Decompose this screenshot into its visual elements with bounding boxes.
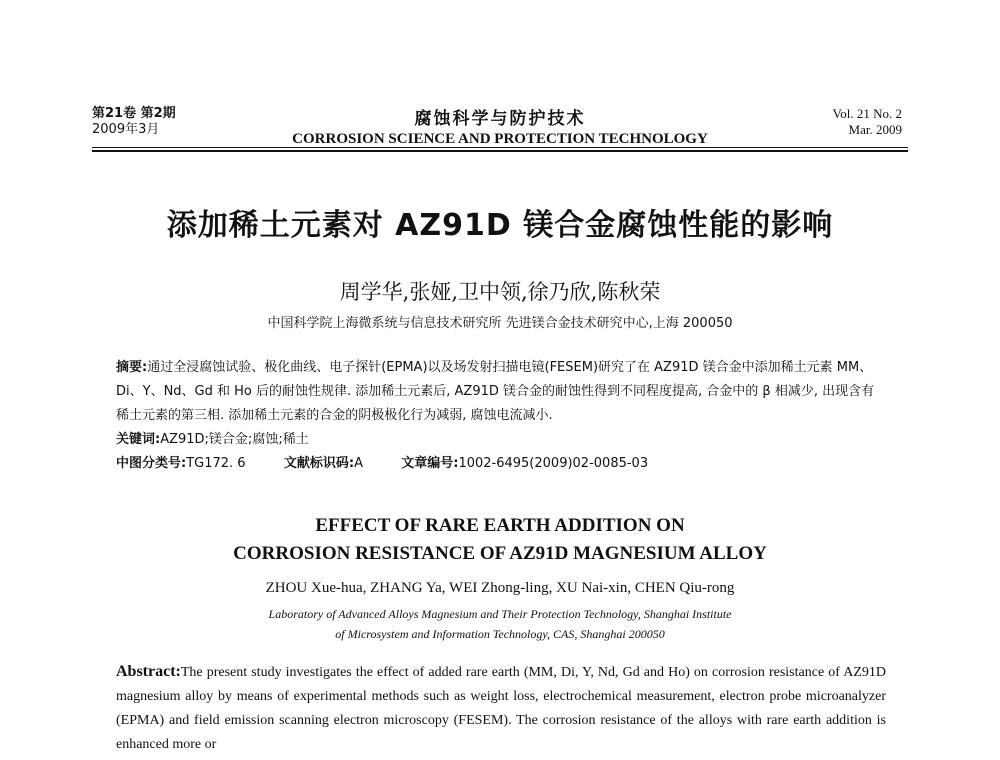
keywords-label: 关键词: <box>116 432 161 447</box>
volume-date: Mar. 2009 <box>848 122 902 137</box>
classification-row <box>116 452 886 476</box>
abstract-cn-label: 摘要: <box>116 360 148 375</box>
issue-info <box>92 106 176 138</box>
doc-code-value: A <box>354 456 363 471</box>
header-rule-thin <box>92 147 908 148</box>
affiliation-en-line1: Laboratory of Advanced Alloys Magnesium and Their Protection Technology, Shanghai Institute <box>268 607 732 621</box>
authors-en: ZHOU Xue-hua, ZHANG Ya, WEI Zhong-ling, XU Nai-xin, CHEN Qiu-rong <box>265 580 735 596</box>
abstract-en <box>116 660 886 757</box>
volume-number: Vol. 21 No. 2 <box>832 106 902 121</box>
paper-title-en-line2: CORROSION RESISTANCE OF AZ91D MAGNESIUM ALLOY <box>233 543 767 564</box>
clc-label: 中图分类号: <box>116 456 187 471</box>
volume-info <box>833 106 902 138</box>
affiliation-en-line2: of Microsystem and Information Technology, CAS, Shanghai 200050 <box>335 627 665 641</box>
paper-title-en <box>100 512 900 568</box>
article-number-label: 文章编号: <box>401 456 459 471</box>
affiliation-en <box>100 604 900 644</box>
abstract-cn-block <box>116 356 886 476</box>
affiliation-cn: 中国科学院上海微系统与信息技术研究所 先进镁合金技术研究中心,上海 200050 <box>267 316 733 331</box>
paper-title-cn: 添加稀土元素对 AZ91D 镁合金腐蚀性能的影响 <box>166 208 834 243</box>
authors-cn: 周学华,张娅,卫中领,徐乃欣,陈秋荣 <box>339 280 661 304</box>
journal-title-en: CORROSION SCIENCE AND PROTECTION TECHNOLOGY <box>292 131 708 147</box>
journal-header <box>200 104 800 148</box>
abstract-en-label: Abstract: <box>116 663 181 680</box>
issue-date: 2009年3月 <box>92 122 160 137</box>
header-rule-thick <box>92 150 908 152</box>
keywords-text: AZ91D;镁合金;腐蚀;稀土 <box>160 432 309 447</box>
paper-title-en-line1: EFFECT OF RARE EARTH ADDITION ON <box>315 515 685 536</box>
abstract-en-text: The present study investigates the effect of added rare earth (MM, Di, Y, Nd, Gd and Ho) on corrosion resistance of AZ91D magnesium alloy by means of experimental methods such as weight loss, electrochemical measurement, electron probe microanalyzer (EPMA) and field emission scanning electron microscopy (FESEM). The corrosion resistance of the alloys with rare earth addition is enhanced more or <box>116 665 886 752</box>
issue-volume: 第21卷 第2期 <box>92 106 176 121</box>
abstract-cn-text: 通过全浸腐蚀试验、极化曲线、电子探针(EPMA)以及场发射扫描电镜(FESEM)研究了在 AZ91D 镁合金中添加稀土元素 MM、Di、Y、Nd、Gd 和 Ho 后的耐蚀性规律. 添加稀土元素后, AZ91D 镁合金的耐蚀性得到不同程度提高, 合金中的 β 相减少, 出现含有稀土元素的第三相. 添加稀土元素的合金的阴极极化行为减弱, 腐蚀电流减小. <box>116 360 875 423</box>
doc-code-label: 文献标识码: <box>283 456 355 471</box>
article-number-value: 1002-6495(2009)02-0085-03 <box>458 456 649 471</box>
abstract-cn <box>116 356 886 428</box>
journal-title-cn: 腐蚀科学与防护技术 <box>414 109 586 129</box>
clc-value: TG172. 6 <box>186 456 246 471</box>
keywords-cn <box>116 428 886 452</box>
